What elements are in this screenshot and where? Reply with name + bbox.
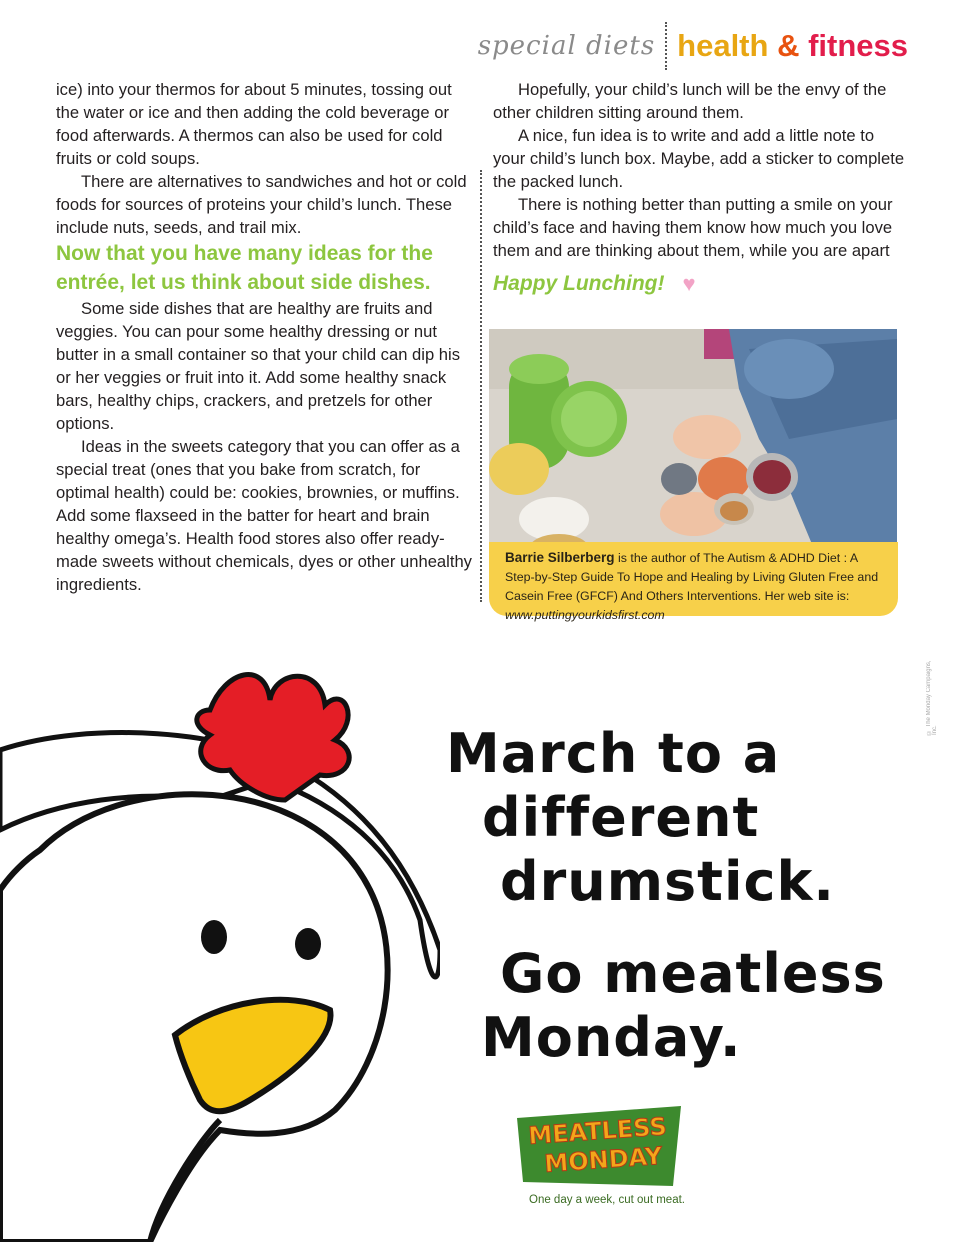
ad-headline-line: drumstick. xyxy=(500,850,835,913)
section-label: special diets xyxy=(477,31,656,61)
author-caption xyxy=(489,542,898,622)
section-title-fitness: fitness xyxy=(808,28,908,63)
author-name: Barrie Silberberg xyxy=(505,550,615,565)
closing-text: Happy Lunching! xyxy=(493,272,665,295)
logo-text-bottom: MONDAY xyxy=(543,1141,664,1178)
closing-line xyxy=(493,272,905,295)
ad-headline-line: different xyxy=(482,786,760,849)
paragraph: Ideas in the sweets category that you can offer as a special treat (ones that you bake from scratch, for optimal health) could be: cookies, brownies, or muffins. Add some flaxseed in the batter for heart and brain healthy omega’s. Health food stores also offer ready-made sweets without chemicals, dyes or other unhealthy ingredients. xyxy=(56,437,472,594)
section-title xyxy=(677,28,908,64)
page-header xyxy=(478,18,908,74)
right-column xyxy=(493,78,905,295)
paragraph: There are alternatives to sandwiches and hot or cold foods for sources of proteins your child’s lunch. These include nuts, seeds, and trail mix. xyxy=(56,172,467,237)
chicken-illustration xyxy=(0,660,440,1242)
paragraph: Some side dishes that are healthy are fruits and veggies. You can pour some healthy dressing or nut butter in a small container so that your child can dip his or her veggies or fruit into it. Add some healthy snack bars, healthy chips, crackers, and pretzels for other options. xyxy=(56,299,460,433)
header-divider xyxy=(665,22,667,70)
logo-text-top: MEATLESS xyxy=(527,1112,668,1150)
paragraph: There is nothing better than putting a smile on your child’s face and having them know how much you love them and are thinking about them, while you are apart xyxy=(493,195,893,260)
heart-icon: ♥ xyxy=(682,271,696,296)
left-column xyxy=(56,78,474,596)
ad-headline-line: Go meatless xyxy=(500,942,886,1005)
meatless-monday-logo xyxy=(515,1104,685,1188)
column-divider xyxy=(480,170,482,602)
author-bio: is the author of The Autism & ADHD Diet : A Step-by-Step Guide To Hope and Healing by Living Gluten Free and Casein Free (GFCF) And Others Interventions. Her web site is: xyxy=(505,551,879,603)
paragraph: ice) into your thermos for about 5 minutes, tossing out the water or ice and then adding the cold beverage or food afterwards. A thermos can also be used for cold fruits or cold soups. xyxy=(56,80,452,168)
ad-tagline: One day a week, cut out meat. xyxy=(529,1194,685,1206)
lunch-photo xyxy=(489,329,897,561)
ad-copyright: © The Monday Campaigns, Inc. xyxy=(926,660,938,735)
section-title-amp: & xyxy=(768,28,809,63)
section-title-health: health xyxy=(677,28,769,63)
paragraph: Hopefully, your child’s lunch will be the envy of the other children sitting around them. xyxy=(493,80,887,122)
subheading: Now that you have many ideas for the entrée, let us think about side dishes. xyxy=(56,242,433,294)
ad-headline-line: March to a xyxy=(446,722,781,785)
author-website-link[interactable]: www.puttingyourkidsfirst.com xyxy=(505,608,665,622)
paragraph: A nice, fun idea is to write and add a little note to your child’s lunch box. Maybe, add a sticker to complete the packed lunch. xyxy=(493,126,905,191)
ad-headline-line: Monday. xyxy=(481,1006,742,1069)
